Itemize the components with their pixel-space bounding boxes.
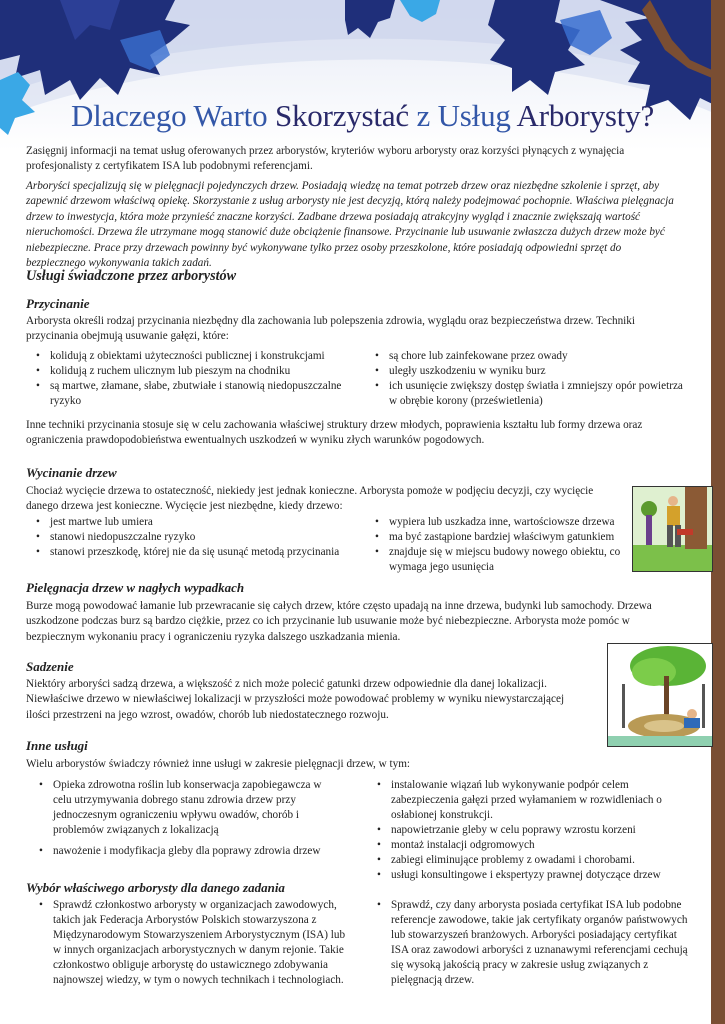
- list-item: • stanowi przeszkodę, której nie da się usunąć metodą przycinania: [34, 545, 354, 560]
- removal-list-right: [373, 515, 623, 575]
- emergency-text: Burze mogą powodować łamanie lub przewracanie się całych drzew, które często upadają na inne drzewa, budynki lub samochody. Drzewa uszkodzone podczas burz są bardzo ciężkie, przez co ich przycinanie lub usuwanie może być niebezpieczne. Arborysta może pomóc w bezpiecznym wykonaniu pracy i ograniczeniu ryzyka dalszego uszkadzania mienia.: [26, 600, 652, 643]
- list-item: • znajduje się w miejscu budowy nowego obiektu, co wymaga jego usunięcia: [373, 545, 623, 575]
- list-item: • stanowi niedopuszczalne ryzyko: [34, 530, 354, 545]
- other-list-right: [375, 778, 695, 883]
- list-item: • kolidują z ruchem ulicznym lub pieszym na chodniku: [34, 364, 354, 379]
- other-text: Wielu arborystów świadczy również inne usługi w zakresie pielęgnacji drzew, w tym:: [26, 758, 411, 770]
- list-item: • jest martwe lub umiera: [34, 515, 354, 530]
- tree-trunk-stripe: [711, 0, 725, 1024]
- list-item: • uległy uszkodzeniu w wyniku burz: [373, 364, 688, 379]
- list-item: • Sprawdź członkostwo arborysty w organizacjach zawodowych, takich jak Federacja Arborystów Polskich stowarzyszona z Międzynarodowym Stowarzyszeniem Arborystycznym (ISA) lub w innych organizacjach arborystycznych w danym rejonie. Takie członkostwo obliguje arborystę do ustawicznego zdobywania najnowszej wiedzy, w tym o nowych technikach i technologiach.: [37, 898, 347, 988]
- pruning-heading: Przycinanie: [26, 296, 90, 311]
- services-heading: Usługi świadczone przez arborystów: [26, 268, 237, 284]
- choosing-list-left: [37, 898, 347, 988]
- pruning-list-right: [373, 349, 688, 409]
- pruning-after-text: Inne techniki przycinania stosuje się w celu zachowania właściwej struktury drzew młodych, poprawienia kształtu lub formy drzewa oraz ograniczenia prawdopodobieństwa ewentualnych uszkodzeń w wyniku złych warunków pogodowych.: [26, 419, 643, 447]
- removal-text: Chociaż wycięcie drzewa to ostateczność, niekiedy jest jednak konieczne. Arborysta pomoże w podjęciu decyzji, czy wycięcie danego drzewa jest konieczne. Wycięcie jest niezbędne, kiedy drzewo:: [26, 485, 594, 513]
- planting-illustration: [607, 643, 713, 747]
- list-item: • montaż instalacji odgromowych: [375, 838, 695, 853]
- list-item: • kolidują z obiektami użyteczności publicznej i konstrukcjami: [34, 349, 354, 364]
- list-item: • nawożenie i modyfikacja gleby dla poprawy zdrowia drzew: [37, 844, 342, 859]
- other-list-left: [37, 778, 342, 859]
- removal-heading: Wycinanie drzew: [26, 465, 117, 480]
- pruning-text: Arborysta określi rodzaj przycinania niezbędny dla zachowania lub polepszenia zdrowia, wyglądu oraz bezpieczeństwa drzew. Techniki przycinania obejmują usuwanie gałęzi, które:: [26, 315, 635, 343]
- removal-list-left: [34, 515, 354, 560]
- tree-removal-illustration: [632, 486, 713, 572]
- pruning-list-left: [34, 349, 354, 409]
- intro-text: Zasięgnij informacji na temat usług oferowanych przez arborystów, kryteriów wyboru arborysty oraz korzyści płynących z wynajęcia profesjonalisty z certyfikatem ISA lub podobnymi referencjami.: [26, 145, 625, 173]
- list-item: • ich usunięcie zwiększy dostęp światła i zmniejszy opór powietrza w obrębie korony (prześwietlenia): [373, 379, 688, 409]
- list-item: • są martwe, złamane, słabe, zbutwiałe i stanowią niedopuszczalne ryzyko: [34, 379, 354, 409]
- list-item: • zabiegi eliminujące problemy z owadami i chorobami.: [375, 853, 695, 868]
- list-item: • ma być zastąpione bardziej właściwym gatunkiem: [373, 530, 623, 545]
- list-item: • Opieka zdrowotna roślin lub konserwacja zapobiegawcza w celu utrzymywania dobrego stanu zdrowia drzew przy jednoczesnym ograniczeniu wpływu owadów, chorób i problemów związanych z lokalizacją: [37, 778, 342, 838]
- page-title: Dlaczego Warto Skorzystać z Usług Arborysty?: [70, 98, 655, 133]
- list-item: • napowietrzanie gleby w celu poprawy wzrostu korzeni: [375, 823, 695, 838]
- planting-text: Niektóry arboryści sadzą drzewa, a większość z nich może polecić gatunki drzew odpowiednie dla danej lokalizacji. Niewłaściwe drzewo w niewłaściwej lokalizacji w przyszłości może powodować problemy w wyniku niewystarczającej ilości przestrzeni na jego wzrost, owadów, chorób lub niedostatecznego rozwoju.: [26, 678, 565, 721]
- intro-italic-text: Arboryści specjalizują się w pielęgnacji pojedynczych drzew. Posiadają wiedzę na temat potrzeb drzew oraz niezbędne szkolenie i sprzęt, aby zapewnić drzewom właściwą opiekę. Skorzystanie z usług arborysty nie jest decyzją, którą należy podejmować pochopnie. Właściwa pielęgnacja drzew to inwestycja, która może przynieść znaczne korzyści. Zadbane drzewa posiadają atrakcyjny wygląd i znacznie zwiększają wartość nieruchomości. Drzewa źle utrzymane mogą stanowić duże obciążenie finansowe. Przycinanie lub usuwanie zwłaszcza dużych drzew może być niebezpieczne. Prace przy drzewach powinny być wykonywane tylko przez osoby przeszkolone, które posiadają odpowiedni sprzęt do bezpiecznego wykonywania takich zadań.: [26, 180, 674, 270]
- other-heading: Inne usługi: [26, 738, 88, 753]
- choosing-list-right: [375, 898, 695, 988]
- list-item: • są chore lub zainfekowane przez owady: [373, 349, 688, 364]
- list-item: • usługi konsultingowe i ekspertyzy prawnej dotyczące drzew: [375, 868, 695, 883]
- emergency-heading: Pielęgnacja drzew w nagłych wypadkach: [26, 580, 245, 595]
- planting-heading: Sadzenie: [26, 659, 74, 674]
- choosing-heading: Wybór właściwego arborysty dla danego zadania: [26, 880, 285, 895]
- list-item: • instalowanie wiązań lub wykonywanie podpór celem zabezpieczenia gałęzi przed wyłamaniem w rozwidleniach o osłabionej konstrukcji.: [375, 778, 695, 823]
- list-item: • wypiera lub uszkadza inne, wartościowsze drzewa: [373, 515, 623, 530]
- list-item: • Sprawdź, czy dany arborysta posiada certyfikat ISA lub podobne referencje zawodowe, takie jak certyfikaty organów państwowych lub stowarzyszeń branżowych. Arboryści posiadający certyfikat ISA oraz zawodowi arboryści z uznanawymi referencjami cechują się wysoką jakością pracy w zakresie usług związanych z pielęgnacją drzew.: [375, 898, 695, 988]
